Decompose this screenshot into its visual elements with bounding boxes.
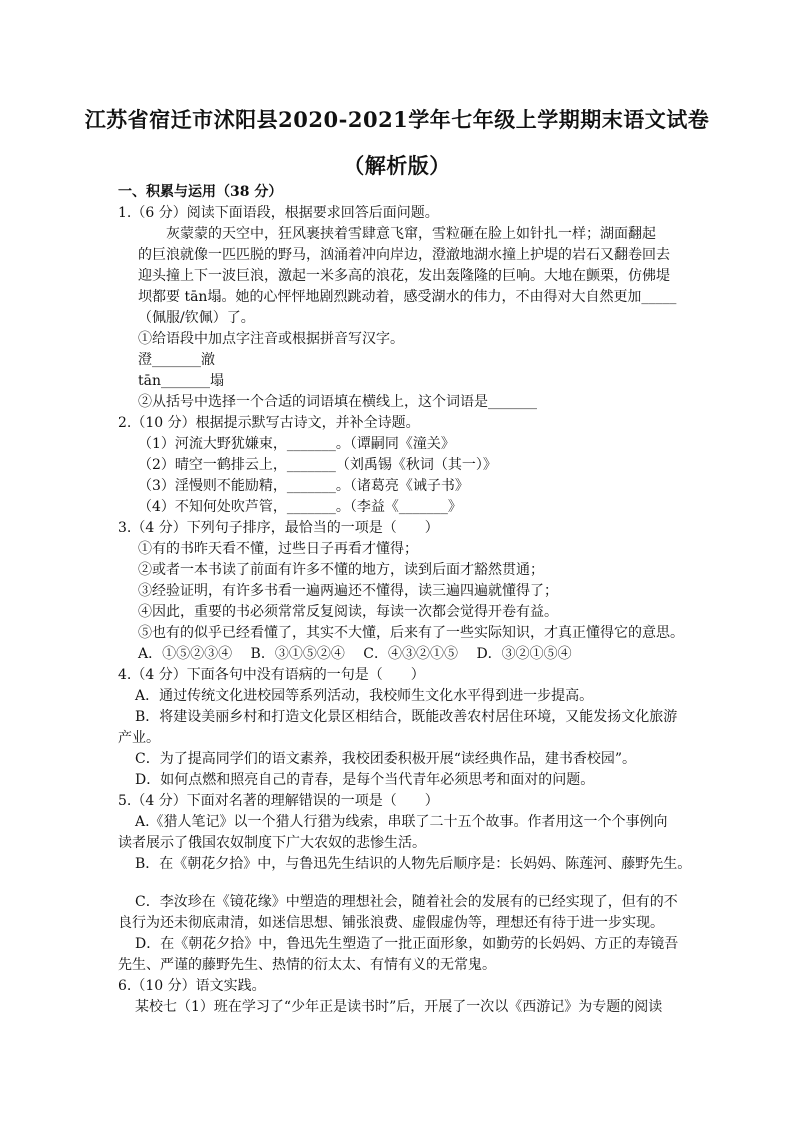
q1-heading: 1.（6 分）阅读下面语段，根据要求回答后面问题。 — [118, 205, 439, 221]
q5-option-b: B．在《朝花夕拾》中，与鲁迅先生结识的人物先后顺序是：长妈妈、陈莲河、藤野先生。 — [135, 856, 692, 872]
q1-blank-b: tān_______塌 — [138, 373, 224, 389]
q4-option-b-line-1: B．将建设美丽乡村和打造文化景区相结合，既能改善农村居住环境，又能发扬文化旅游 — [135, 709, 678, 725]
q5-option-d-line-1: D．在《朝花夕拾》中，鲁迅先生塑造了一批正面形象，如勤劳的长妈妈、方正的寿镜吾 — [135, 936, 679, 952]
q3-heading: 3.（4 分）下列句子排序，最恰当的一项是（ ） — [118, 520, 439, 536]
q2-line-3: （3）淫慢则不能励精，_______。（诸葛亮《诫子书》 — [138, 478, 469, 494]
q3-choices: A．①⑤②③④ B．③①⑤②④ C．④③②①⑤ D．③②①⑤④ — [138, 646, 572, 662]
section-heading: 一、积累与运用（38 分） — [118, 184, 283, 200]
q1-blank-a: 澄_______澈 — [138, 352, 215, 368]
q2-line-4: （4）不知何处吹芦管，_______。（李益《_______》 — [138, 499, 462, 515]
q4-option-a: A．通过传统文化进校园等系列活动，我校师生文化水平得到进一步提高。 — [135, 688, 594, 704]
q5-option-a-line-1: A.《猎人笔记》以一个猎人行猎为线索，串联了二十五个故事。作者用这一个个事例向 — [135, 814, 668, 830]
q3-sentence-4: ④因此，重要的书必须常常反复阅读，每读一次都会觉得开卷有益。 — [138, 604, 558, 620]
q5-heading: 5.（4 分）下面对名著的理解错误的一项是（ ） — [118, 793, 439, 809]
doc-subtitle: （解析版） — [343, 153, 451, 178]
q3-sentence-2: ②或者一本书读了前面有许多不懂的地方，读到后面才豁然贯通； — [138, 562, 544, 578]
q6-paragraph-line-1: 某校七（1）班在学习了“少年正是读书时”后，开展了一次以《西游记》为专题的阅读 — [135, 999, 663, 1015]
q1-passage-line-5: （佩服/钦佩）了。 — [138, 310, 255, 326]
q1-passage-line-2: 的巨浪就像一匹匹脱的野马，汹涌着冲向岸边，澄澈地湖水撞上护堤的岩石又翻卷回去 — [138, 247, 670, 263]
doc-title: 江苏省宿迁市沭阳县2020-2021学年七年级上学期期末语文试卷 — [84, 107, 710, 132]
q5-option-c-line-1: C．李汝珍在《镜花缘》中塑造的理想社会，随着社会的发展有的已经实现了，但有的不 — [135, 894, 678, 910]
q1-subquestion-1: ①给语段中加点字注音或根据拼音写汉字。 — [138, 331, 404, 347]
q3-sentence-3: ③经验证明，有许多书看一遍两遍还不懂得，读三遍四遍就懂得了； — [138, 583, 558, 599]
q4-heading: 4.（4 分）下面各句中没有语病的一句是（ ） — [118, 667, 425, 683]
q1-passage-line-4: 坝都要 tān塌。她的心怦怦地剧烈跳动着，感受湖水的伟力，不由得对大自然更加_____ — [138, 289, 677, 305]
q1-passage-line-1: 灰蒙蒙的天空中，狂风裹挟着雪肆意飞窜，雪粒砸在脸上如针扎一样；湖面翻起 — [166, 226, 656, 242]
q5-option-c-line-2: 良行为还未彻底肃清，如迷信思想、铺张浪费、虚假虚伪等，理想还有待于进一步实现。 — [118, 915, 664, 931]
q1-subquestion-2: ②从括号中选择一个合适的词语填在横线上，这个词语是_______ — [138, 394, 537, 410]
q2-line-1: （1）河流大野犹嫌束，_______。（谭嗣同《潼关》 — [138, 436, 455, 452]
q5-option-a-line-2: 读者展示了俄国农奴制度下广大农奴的悲惨生活。 — [118, 835, 426, 851]
q3-sentence-1: ①有的书昨天看不懂，过些日子再看才懂得； — [138, 541, 418, 557]
q4-option-d: D．如何点燃和照亮自己的青春，是每个当代青年必须思考和面对的问题。 — [135, 772, 595, 788]
q4-option-b-line-2: 产业。 — [118, 730, 160, 746]
q3-sentence-5: ⑤也有的似乎已经看懂了，其实不大懂，后来有了一些实际知识，才真正懂得它的意思。 — [138, 625, 684, 641]
q2-heading: 2.（10 分）根据提示默写古诗文，并补全诗题。 — [118, 415, 420, 431]
q4-option-c: C．为了提高同学们的语文素养，我校团委积极开展“读经典作品，建书香校园”。 — [135, 751, 637, 767]
q2-line-2: （2）晴空一鹤排云上，_______（刘禹锡《秋词（其一）》 — [138, 457, 497, 473]
q6-heading: 6.（10 分）语文实践。 — [118, 978, 266, 994]
q5-option-d-line-2: 先生、严谨的藤野先生、热情的衍太太、有情有义的无常鬼。 — [118, 957, 496, 973]
q1-passage-line-3: 迎头撞上下一波巨浪，激起一米多高的浪花，发出轰隆隆的巨响。大地在颤栗，仿佛堤 — [138, 268, 670, 284]
